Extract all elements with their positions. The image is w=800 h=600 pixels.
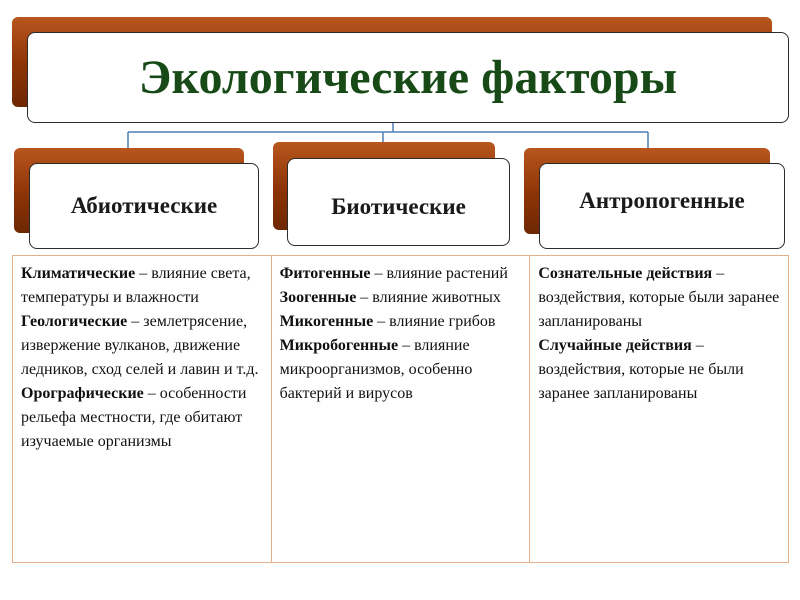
table-row <box>13 256 789 563</box>
category-box-biotic <box>287 158 510 246</box>
list-item <box>280 262 522 286</box>
category-label-abiotic: Абиотические <box>70 193 218 218</box>
list-item <box>280 286 522 310</box>
entry-description: – воздействия, которые не были заранее запланированы <box>538 337 744 402</box>
entry-description: – влияние света, температуры и влажности <box>21 265 251 306</box>
factors-table <box>12 255 789 563</box>
category-box-anthropogenic <box>539 163 785 249</box>
entry-term: Сознательные действия <box>538 265 713 282</box>
entry-description: – влияние животных <box>356 289 501 306</box>
entry-term: Геологические <box>21 313 128 330</box>
entry-term: Случайные действия <box>538 337 692 354</box>
entry-description: – особенности рельефа местности, где обитают изучаемые организмы <box>21 385 247 450</box>
diagram-title: Экологические факторы <box>138 51 678 104</box>
list-item <box>21 382 263 454</box>
entry-description: – влияние микроорганизмов, особенно бактерий и вирусов <box>279 337 473 402</box>
list-item <box>21 262 263 310</box>
entry-description: – влияние растений <box>370 265 508 282</box>
entry-term: Фитогенные <box>279 265 371 282</box>
entry-description: – воздействия, которые были заранее запланированы <box>538 265 780 330</box>
list-item <box>538 262 780 334</box>
entry-description: – землетрясение, извержение вулканов, движение ледников, сход селей и лавин и т.д. <box>21 313 259 378</box>
category-box-abiotic <box>29 163 259 249</box>
list-item <box>280 310 522 334</box>
table-cell-anthropogenic <box>530 256 789 563</box>
list-item <box>280 334 522 406</box>
category-label-anthropogenic: Антропогенные <box>579 188 745 213</box>
category-label-biotic: Биотические <box>331 194 466 219</box>
list-item <box>538 334 780 406</box>
entry-term: Микогенные <box>279 313 374 330</box>
title-box <box>27 32 789 123</box>
entry-term: Микробогенные <box>279 337 399 354</box>
entry-term: Климатические <box>21 265 136 282</box>
entry-description: – влияние грибов <box>373 313 496 330</box>
table-cell-abiotic <box>13 256 272 563</box>
entry-term: Зоогенные <box>279 289 357 306</box>
list-item <box>21 310 263 382</box>
entry-term: Орографические <box>21 385 144 402</box>
table-cell-biotic <box>271 256 530 563</box>
